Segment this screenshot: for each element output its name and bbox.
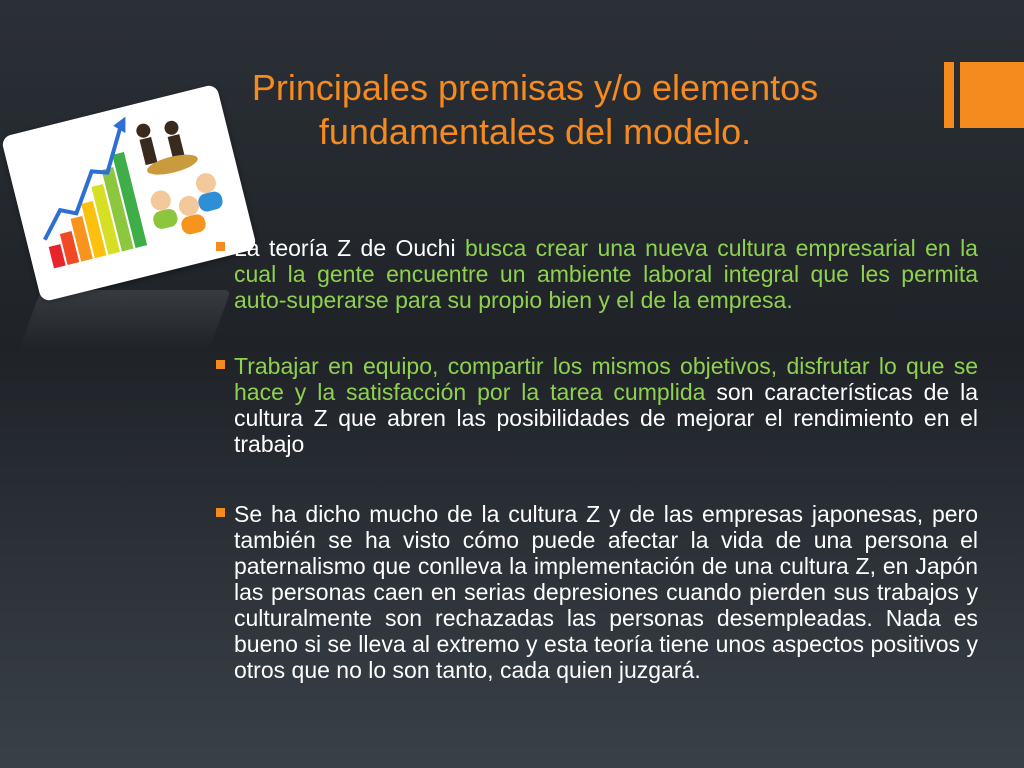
bullet-text-segment: La teoría Z de Ouchi bbox=[234, 235, 465, 261]
bullet-text-segment: Trabajar en equipo, compartir los mismos objetivos, disfrutar lo que se hace y la satisfacción por la tarea cumplida bbox=[234, 353, 978, 405]
bullet-text-segment: son características de la cultura Z que abren las posibilidades de mejorar el rendimiento en el trabajo bbox=[234, 379, 978, 457]
person-head bbox=[163, 119, 180, 136]
bullet-text-segment: busca crear una nueva cultura empresarial en la cual la gente encuentre un ambiente laboral integral que les permita auto-superarse para su propio bien y el de la empresa. bbox=[234, 235, 978, 313]
avatar-body bbox=[152, 207, 180, 230]
image-reflection bbox=[19, 290, 231, 350]
chart-bar bbox=[49, 244, 66, 268]
avatar-head bbox=[149, 188, 173, 212]
square-bullet-icon bbox=[216, 360, 225, 369]
avatar-body bbox=[180, 213, 208, 236]
avatar-head bbox=[194, 171, 218, 195]
accent-bar-thin bbox=[944, 62, 954, 128]
bullet-item bbox=[212, 501, 978, 683]
accent-bar-thick bbox=[960, 62, 1024, 128]
bullet-text bbox=[234, 235, 978, 313]
bullet-text bbox=[234, 501, 978, 683]
bullet-text bbox=[234, 353, 978, 457]
bullet-text-segment: Se ha dicho mucho de la cultura Z y de las empresas japonesas, pero también se ha visto cómo puede afectar la vida de una persona el paternalismo que conlleva la implementación de una cultura Z, en Japón las personas caen en serias depresiones cuando pierden sus trabajos y culturalmente son rechazadas las personas desempleadas. Nada es bueno si se lleva al extremo y esta teoría tiene unos aspectos positivos y otros que no lo son tanto, cada quien juzgará. bbox=[234, 501, 978, 683]
square-bullet-icon bbox=[216, 242, 225, 251]
bullet-list bbox=[212, 235, 978, 723]
slide-title: Principales premisas y/o elementos fundamentales del modelo. bbox=[251, 67, 819, 152]
person-head bbox=[135, 122, 152, 139]
square-bullet-icon bbox=[216, 508, 225, 517]
avatar-body bbox=[197, 190, 225, 213]
bullet-item bbox=[212, 235, 978, 313]
avatar-head bbox=[177, 194, 201, 218]
bullet-item bbox=[212, 353, 978, 457]
person-body bbox=[139, 137, 157, 165]
